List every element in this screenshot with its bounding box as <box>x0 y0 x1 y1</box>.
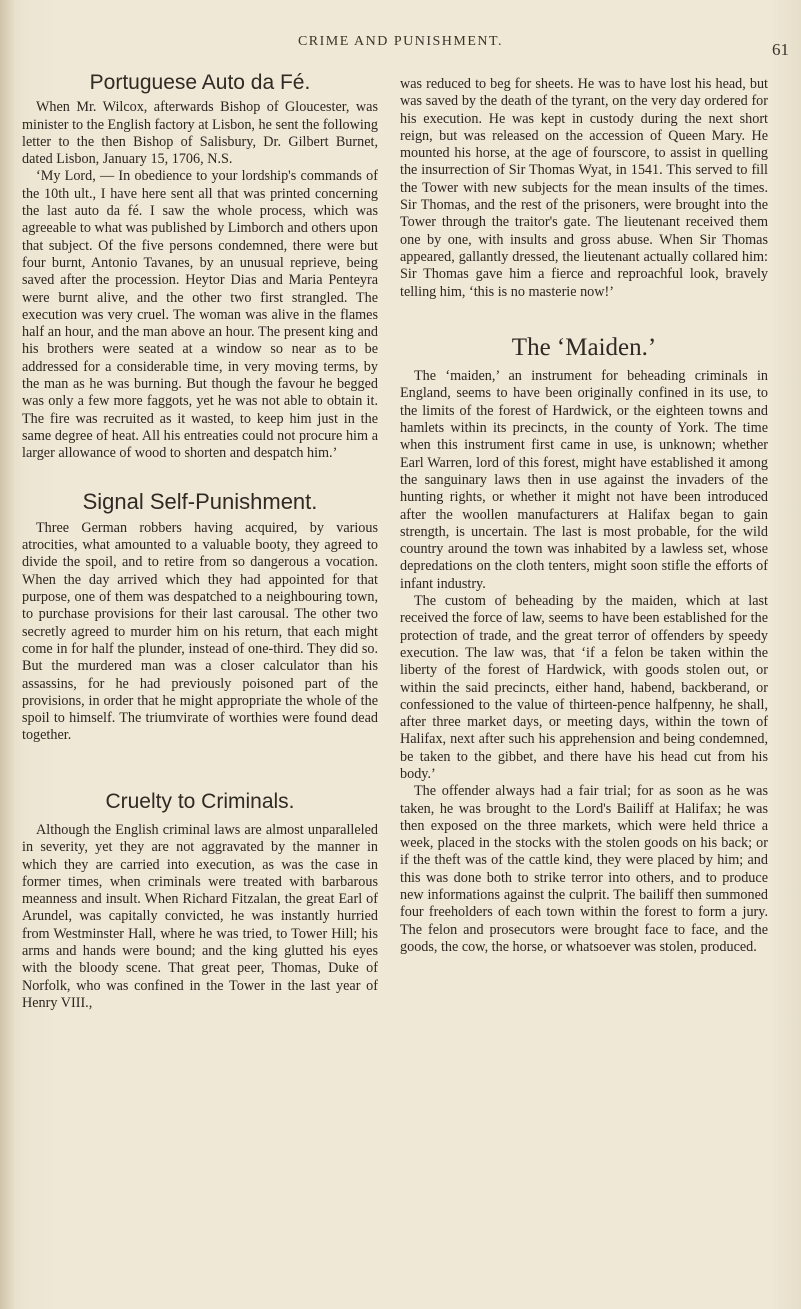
right-column <box>400 76 768 956</box>
heading-cruelty-to-criminals: Cruelty to Criminals. <box>105 789 295 813</box>
paragraph: The ‘maiden,’ an instrument for beheading criminals in England, seems to have been originally confined in its use, to the limits of the forest of Hardwick, or the eighteen towns and hamlets within its precincts, in the county of York. The time when this instrument first came in use, is unknown; whether Earl Warren, lord of this forest, might have established it among the sanguinary laws then in use against the invaders of the hunting rights, or whether it might not have been introduced after the woollen manufacturers at Halifax began to gain strength, is uncertain. The last is most probable, for the wild country around the town was inhabited by a lawless set, whose depredations on the cloth tenters, might soon stifle the efforts of infant industry. <box>400 368 768 592</box>
paragraph: When Mr. Wilcox, afterwards Bishop of Gloucester, was minister to the English factory at Lisbon, he sent the following letter to the then Bishop of Salisbury, Dr. Gilbert Burnet, dated Lisbon, January 15, 1706, N.S. <box>22 99 378 168</box>
paragraph: ‘My Lord, — In obedience to your lordship's commands of the 10th ult., I have here sent all that was printed concerning the last auto da fé. I saw the whole process, which was agreeable to what was published by Limborch and others upon that subject. Of the five persons condemned, there were but four burnt, Antonio Tavanes, by an unusual reprieve, being saved after the procession. Heytor Dias and Maria Penteyra were burnt alive, and the other two first strangled. The execution was very cruel. The woman was alive in the flames half an hour, and the man above an hour. The present king and his brothers were seated at a window so near as to be addressed for a considerable time, in very moving terms, by the man as he was burning. But though the favour he begged was only a few more faggots, yet he was not able to obtain it. The fire was recruited as it wasted, to keep him just in the same degree of heat. All his entreaties could not procure him a larger allowance of wood to shorten and despatch him.’ <box>22 168 378 462</box>
paragraph: The custom of beheading by the maiden, which at last received the force of law, seems to have been established for the protection of trade, and the great terror of offenders by speedy execution. The law was, that ‘if a felon be taken within the liberty of the forest of Hardwick, with goods stolen out, or within the said precincts, either hand, habend, backberand, or confessioned to the value of thirteen-pence halfpenny, he shall, after three market days, or meeting days, within the town of Halifax, next after such his apprehension and being condemned, be taken to the gibbet, and there have his head cut from his body.’ <box>400 593 768 782</box>
paragraph: Three German robbers having acquired, by various atrocities, what amounted to a valuable booty, they agreed to divide the spoil, and to retire from so dangerous a vocation. When the day arrived which they had appointed for that purpose, one of them was despatched to a neighbouring town, to purchase provisions for their last carousal. The other two secretly agreed to murder him on his return, that each might come in for half the plunder, instead of one-third. They did so. But the murdered man was a closer calculator than his assassins, for he had previously poisoned part of the provisions, in order that he might appropriate the whole of the spoil to himself. The triumvirate of worthies were found dead together. <box>22 519 378 744</box>
heading-auto-da-fe: Portuguese Auto da Fé. <box>89 71 311 94</box>
paragraph: The offender always had a fair trial; for as soon as he was taken, he was brought to the Lord's Bailiff at Halifax; he was then exposed on the three markets, which were held thrice a week, placed in the stocks with the stolen goods on his back; or if the theft was of the cattle kind, they were placed by him; and this was done both to strike terror into others, and to produce new informations against the culprit. The bailiff then summoned four freeholders of each town within the forest to form a jury. The felon and prosecutors were brought face to face, and the goods, the cow, the horse, or whatsoever was stolen, produced. <box>400 783 768 955</box>
paragraph: Although the English criminal laws are almost unparalleled in severity, yet they are not aggravated by the manner in which they are carried into execution, as was the case in former times, when criminals were treated with barbarous meanness and insult. When Richard Fitzalan, the great Earl of Arundel, was capitally convicted, he was instantly hurried from Westminster Hall, where he was tried, to Tower Hill; his arms and hands were bound; and the king glutted his eyes with the bloody scene. That great peer, Thomas, Duke of Norfolk, who was confined in the Tower in the last year of Henry VIII., <box>22 821 378 1011</box>
heading-signal-self-punishment: Signal Self-Punishment. <box>82 488 318 514</box>
page-binding-shadow <box>0 0 14 1309</box>
page-number: 61 <box>772 40 789 59</box>
heading-the-maiden: The ‘Maiden.’ <box>511 333 657 361</box>
running-head: CRIME AND PUNISHMENT. <box>297 34 504 49</box>
paragraph: was reduced to beg for sheets. He was to have lost his head, but was saved by the death of the tyrant, on the very day ordered for his execution. He was kept in custody during the next short reign, but was released on the accession of Queen Mary. He mounted his horse, at the age of fourscore, to assist in quelling the insurrection of Sir Thomas Wyat, in 1541. This served to fill the Tower with new subjects for the mean insults of the times. Sir Thomas, and the rest of the prisoners, were brought into the Tower through the traitor's gate. The lieutenant received them one by one, with insults and gross abuse. When Sir Thomas appeared, gallantly dressed, the lieutenant actually collared him: Sir Thomas gave him a fierce and reproachful look, bravely telling him, ‘this is no masterie now!’ <box>400 76 768 300</box>
left-column <box>22 70 378 1012</box>
